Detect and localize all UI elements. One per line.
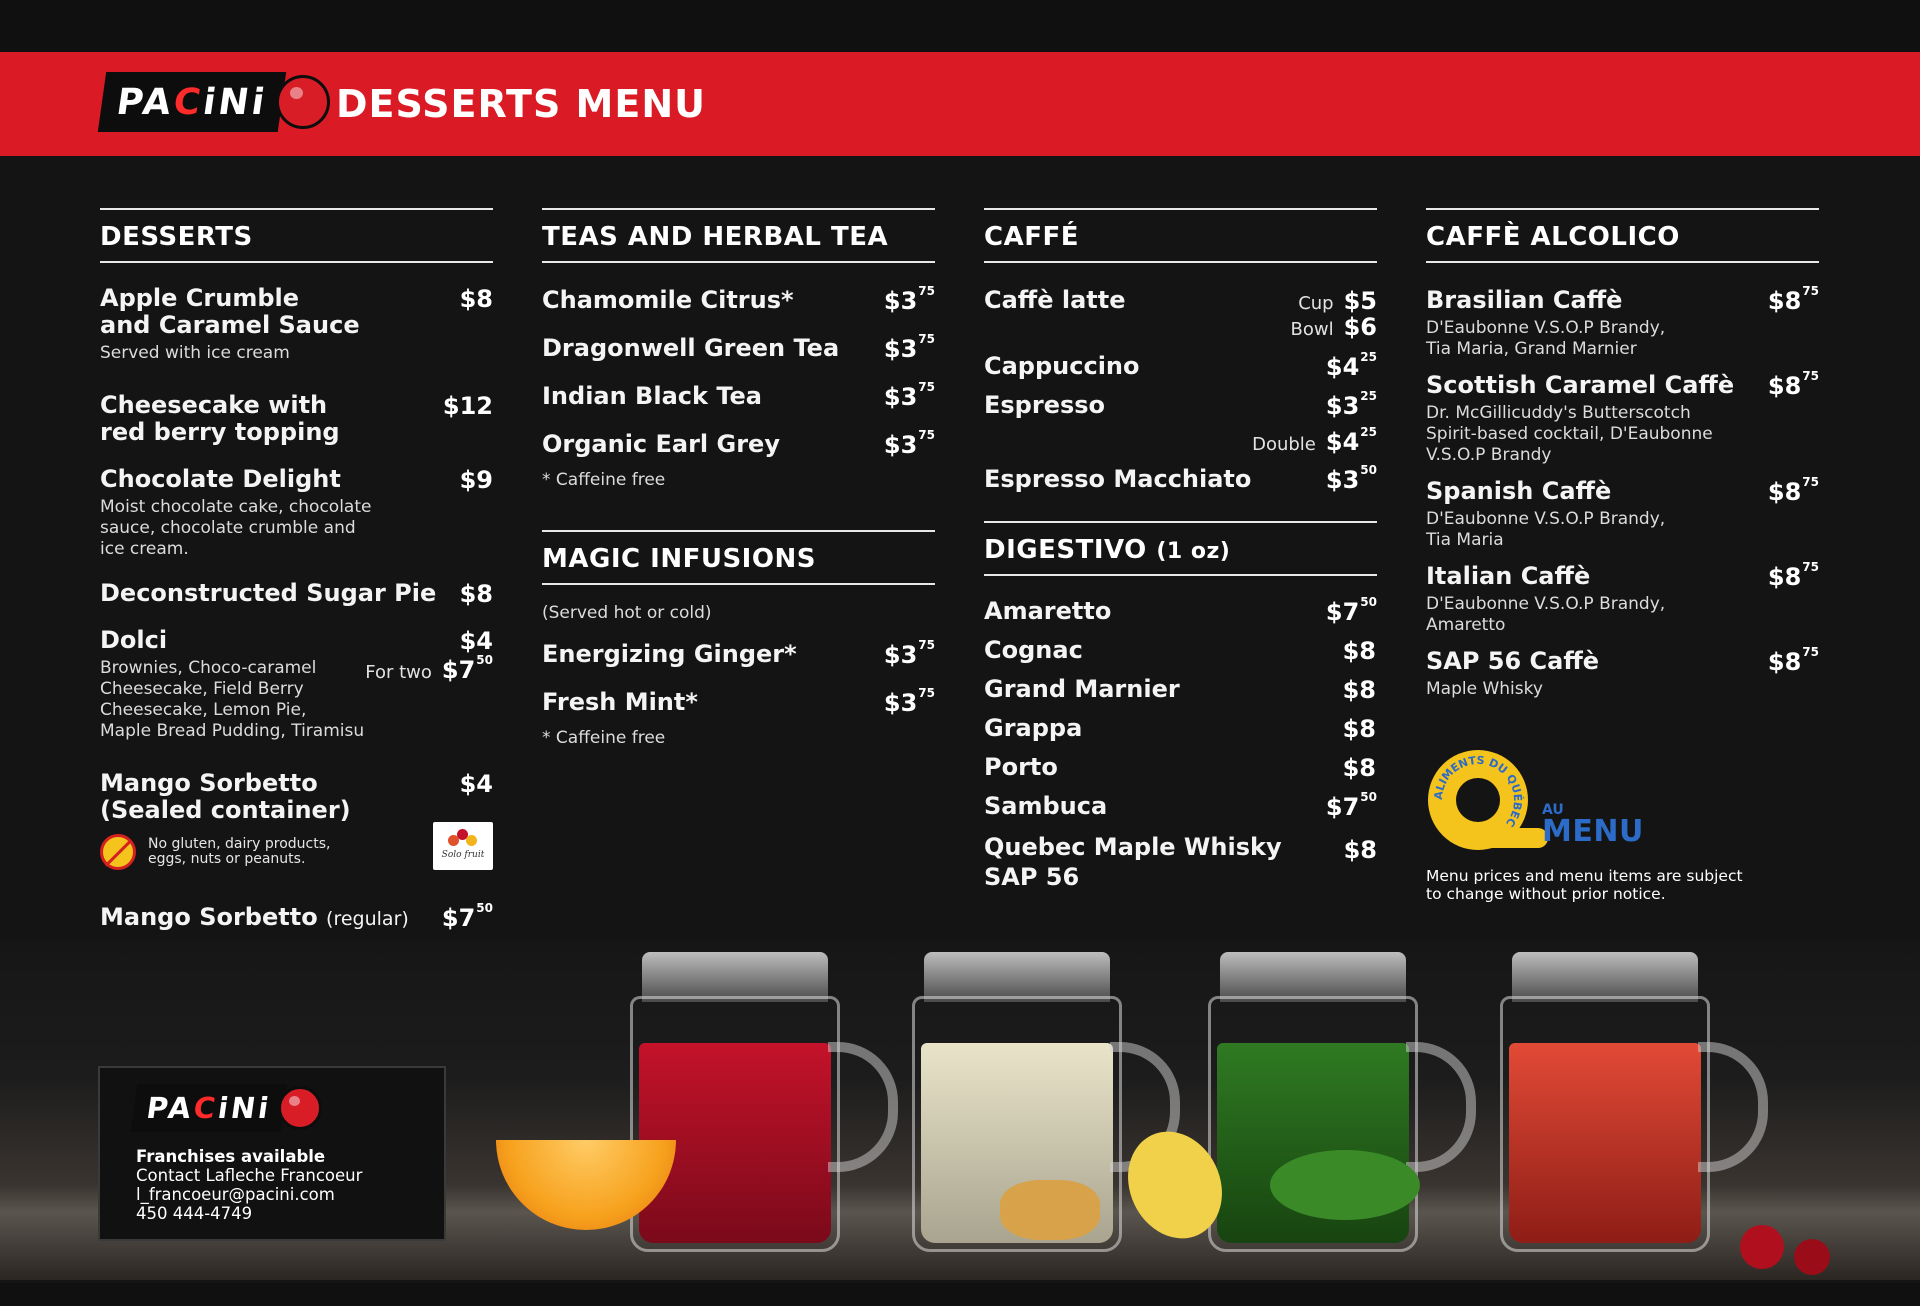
- item-price: $\$7^{50}$: [1325, 595, 1377, 626]
- menu-item-digestivo: [984, 637, 1377, 664]
- menu-item-dolci: [100, 627, 493, 742]
- item-name: Apple Crumble and Caramel Sauce: [100, 284, 360, 339]
- mint-leaves-icon: [1270, 1150, 1420, 1220]
- double-row: [1252, 425, 1377, 456]
- item-description: D'Eaubonne V.S.O.P Brandy, Tia Maria: [1426, 509, 1666, 550]
- menu-item-espresso: [984, 389, 1377, 456]
- item-name: Cappuccino: [984, 352, 1140, 380]
- item-name: Dragonwell Green Tea: [542, 334, 840, 362]
- dolci-for-two-row: [365, 653, 493, 684]
- item-name: Mango Sorbetto (regular): [100, 903, 409, 931]
- item-name: Spanish Caffè: [1426, 477, 1612, 505]
- item-price: $9: [459, 466, 493, 494]
- item-name: Quebec Maple Whisky SAP 56: [984, 833, 1282, 891]
- item-price: $8: [1343, 836, 1377, 864]
- logo-wordmark: PA C iNi: [131, 1084, 288, 1132]
- item-description: Served with ice cream: [100, 343, 290, 363]
- franchise-box: [98, 1066, 446, 1241]
- caffeine-free-note: * Caffeine free: [542, 728, 666, 748]
- cup-label: Cup: [1298, 293, 1334, 314]
- franchise-phone: 450 444-4749: [136, 1204, 253, 1223]
- item-price: $\$8^{75}$: [1767, 369, 1819, 400]
- item-price: $8: [1342, 676, 1376, 704]
- item-name: Organic Earl Grey: [542, 430, 780, 458]
- menu-item-tea: [542, 428, 935, 459]
- item-price: $\$3^{75}$: [883, 380, 935, 411]
- desserts-column: [100, 208, 493, 933]
- item-name: Grand Marnier: [984, 675, 1180, 703]
- item-price: $8: [1342, 637, 1376, 665]
- menu-item-sap56-caffe: [1426, 645, 1819, 700]
- teas-column: [542, 208, 935, 748]
- menu-item-italian-caffe: [1426, 560, 1819, 636]
- menu-item-cheesecake: [100, 392, 493, 446]
- item-name: Deconstructed Sugar Pie: [100, 579, 437, 607]
- section-heading-caffe-alcolico: CAFFÈ ALCOLICO: [1426, 208, 1819, 263]
- caffe-column: [984, 208, 1377, 892]
- item-name: Espresso Macchiato: [984, 465, 1252, 493]
- item-price: $\$3^{25}$: [1325, 389, 1377, 420]
- menu-item-tea: [542, 332, 935, 363]
- menu-item-cappuccino: [984, 350, 1377, 381]
- pacini-logo: [134, 1084, 322, 1132]
- franchise-contact: [136, 1147, 362, 1223]
- item-price: $\$7^{50}$: [1325, 790, 1377, 821]
- double-label: Double: [1252, 434, 1316, 455]
- menu-item-tea: [542, 284, 935, 315]
- allergen-text: No gluten, dairy products, eggs, nuts or peanuts.: [148, 836, 331, 867]
- bowl-row: [1291, 313, 1378, 341]
- section-heading-desserts: DESSERTS: [100, 208, 493, 263]
- cup-price: $5: [1343, 287, 1377, 315]
- item-name: Porto: [984, 753, 1058, 781]
- item-price: $\$3^{75}$: [883, 428, 935, 459]
- item-price: $8: [459, 580, 493, 608]
- item-description: Maple Whisky: [1426, 679, 1543, 699]
- menu-item-mango-sorbetto-sealed: [100, 770, 493, 874]
- page-title: DESSERTS MENU: [336, 82, 706, 126]
- item-name: Espresso: [984, 391, 1106, 419]
- section-heading-teas: TEAS AND HERBAL TEA: [542, 208, 935, 263]
- item-price: $\$8^{75}$: [1767, 284, 1819, 315]
- item-name: Chocolate Delight: [100, 465, 341, 493]
- pacini-logo: [102, 72, 330, 132]
- item-name: Brasilian Caffè: [1426, 286, 1623, 314]
- item-name: Italian Caffè: [1426, 562, 1591, 590]
- top-band: [0, 0, 1920, 52]
- solo-fruit-logo: [433, 822, 493, 870]
- item-name: Indian Black Tea: [542, 382, 762, 410]
- for-two-label: For two: [365, 662, 432, 683]
- item-description: D'Eaubonne V.S.O.P Brandy, Tia Maria, Grand Marnier: [1426, 318, 1666, 359]
- berries-icon: [1740, 1225, 1784, 1269]
- menu-item-digestivo: [984, 595, 1377, 626]
- item-price: $\$8^{75}$: [1767, 645, 1819, 676]
- cup-row: [1298, 287, 1377, 315]
- menu-item-infusion: [542, 638, 935, 669]
- item-description: Moist chocolate cake, chocolate sauce, chocolate crumble and ice cream.: [100, 497, 372, 559]
- item-description: D'Eaubonne V.S.O.P Brandy, Amaretto: [1426, 594, 1666, 635]
- item-price: $4: [459, 770, 493, 798]
- svg-text:ALIMENTS DU QUÉBEC: ALIMENTS DU QUÉBEC: [1431, 753, 1525, 830]
- fruit-dots-icon: [448, 829, 478, 849]
- menu-item-sugar-pie: [100, 580, 493, 607]
- item-name: Dolci: [100, 626, 168, 654]
- menu-item-digestivo: [984, 676, 1377, 703]
- logo-wordmark: PA C iNi: [98, 72, 286, 132]
- ginger-icon: [1000, 1180, 1100, 1240]
- aliments-du-quebec-badge: [1428, 750, 1668, 850]
- item-name: Mango Sorbetto (Sealed container): [100, 769, 351, 824]
- caffeine-free-note: * Caffeine free: [542, 470, 666, 490]
- item-name: SAP 56 Caffè: [1426, 647, 1600, 675]
- section-heading-magic-infusions: MAGIC INFUSIONS: [542, 530, 935, 585]
- item-price: $\$7^{50}$: [441, 901, 493, 932]
- section-heading-digestivo: DIGESTIVO (1 oz): [984, 521, 1377, 576]
- double-price: $\$4^{25}$: [1325, 425, 1377, 456]
- menu-item-infusion: [542, 686, 935, 717]
- item-price: $8: [1342, 754, 1376, 782]
- item-price: $\$3^{75}$: [883, 638, 935, 669]
- item-description: Brownies, Choco-caramel Cheesecake, Field Berry Cheesecake, Lemon Pie, Maple Bread Pudding, Tiramisu: [100, 658, 365, 741]
- item-price: $\$3^{75}$: [883, 284, 935, 315]
- menu-item-apple-crumble: [100, 285, 493, 364]
- bowl-label: Bowl: [1290, 319, 1334, 340]
- item-name: Chamomile Citrus*: [542, 286, 794, 314]
- price-disclaimer: Menu prices and menu items are subject to change without prior notice.: [1426, 867, 1743, 903]
- item-price: $8: [459, 285, 493, 313]
- item-description: Dr. McGillicuddy's Butterscotch Spirit-based cocktail, D'Eaubonne V.S.O.P Brandy: [1426, 403, 1713, 465]
- item-name: Amaretto: [984, 597, 1112, 625]
- logo-ball-icon: [278, 1086, 322, 1130]
- menu-item-caffe-latte: [984, 287, 1377, 339]
- table-edge: [0, 1283, 1920, 1306]
- item-price: $\$3^{50}$: [1325, 463, 1377, 494]
- item-name: Caffè latte: [984, 286, 1126, 314]
- franchise-title: Franchises available: [136, 1147, 326, 1166]
- item-name: Fresh Mint*: [542, 688, 698, 716]
- item-price: $\$3^{75}$: [883, 332, 935, 363]
- item-name: Cheesecake with red berry topping: [100, 391, 340, 446]
- served-note: (Served hot or cold): [542, 603, 712, 623]
- item-price: $4: [459, 627, 493, 655]
- menu-item-digestivo: [984, 754, 1377, 781]
- teapot-berry-icon: [1500, 952, 1710, 1252]
- item-name: Sambuca: [984, 792, 1108, 820]
- menu-item-tea: [542, 380, 935, 411]
- franchise-contact-name: Contact Lafleche Francoeur: [136, 1166, 363, 1185]
- badge-menu-text: MENU: [1542, 814, 1644, 849]
- solo-fruit-text: Solo fruit: [441, 850, 485, 860]
- item-price: $12: [442, 392, 493, 420]
- item-name: Grappa: [984, 714, 1083, 742]
- menu-item-mango-sorbetto-regular: [100, 901, 493, 933]
- section-heading-caffe: CAFFÉ: [984, 208, 1377, 263]
- item-price: $\$3^{75}$: [883, 686, 935, 717]
- no-allergen-icon: [100, 834, 136, 870]
- teapot-red-icon: [630, 952, 840, 1252]
- menu-item-scottish-caramel-caffe: [1426, 369, 1819, 466]
- item-price: $\$8^{75}$: [1767, 475, 1819, 506]
- item-price: $\$4^{25}$: [1325, 350, 1377, 381]
- item-price: $\$8^{75}$: [1767, 560, 1819, 591]
- alcolico-column: [1426, 208, 1819, 700]
- item-name: Scottish Caramel Caffè: [1426, 371, 1735, 399]
- badge-ring-text: [1428, 750, 1528, 850]
- for-two-price: $\$7^{50}$: [441, 653, 493, 684]
- logo-ball-icon: [276, 75, 330, 129]
- bowl-price: $6: [1343, 313, 1377, 341]
- item-name: Energizing Ginger*: [542, 640, 797, 668]
- allergen-row: [100, 830, 493, 874]
- menu-item-spanish-caffe: [1426, 475, 1819, 551]
- franchise-email[interactable]: l_francoeur@pacini.com: [136, 1185, 335, 1204]
- item-price: $8: [1342, 715, 1376, 743]
- item-name: Cognac: [984, 636, 1083, 664]
- menu-item-brasilian-caffe: [1426, 284, 1819, 360]
- menu-item-chocolate-delight: [100, 466, 493, 560]
- menu-item-digestivo: [984, 715, 1377, 742]
- menu-item-digestivo: [984, 790, 1377, 821]
- badge-au-text: AU: [1542, 802, 1564, 818]
- menu-item-espresso-macchiato: [984, 463, 1377, 494]
- menu-item-maple-whisky: [984, 832, 1377, 892]
